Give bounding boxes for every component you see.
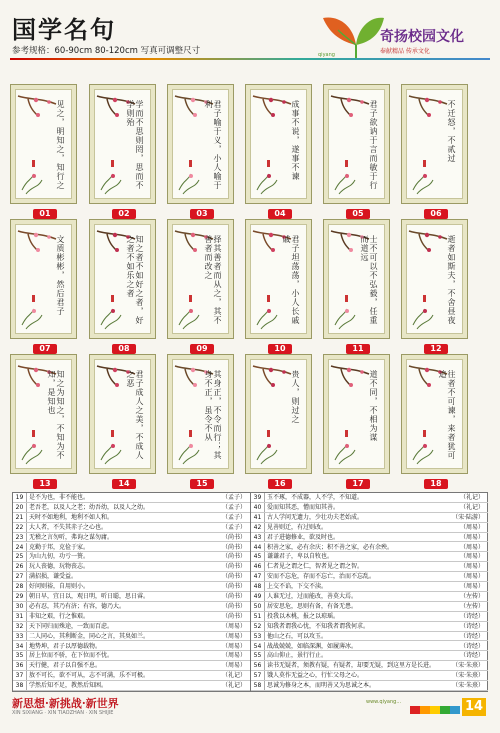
- row-source: （孟子）: [221, 513, 246, 521]
- row-quote: 饿人莫作无益之心，行忙父母之心。: [267, 672, 364, 680]
- row-quote: 君子进德修业，欲及时也。: [267, 533, 340, 541]
- row-number: 23: [13, 533, 27, 542]
- table-row: [13, 632, 250, 642]
- table-row: [13, 602, 250, 612]
- table-row: [251, 681, 488, 691]
- row-number: 52: [251, 622, 265, 631]
- table-row: [251, 671, 488, 681]
- logo-tagline: 奉献精品 传承文化: [380, 48, 430, 55]
- row-number: 34: [13, 642, 27, 651]
- row-quote: 仁者见之谓之仁，智者见之谓之智。: [267, 563, 364, 571]
- page-number: 14: [462, 698, 486, 716]
- seal-stamp: [267, 295, 270, 302]
- poster-quote: 文质彬彬，然后君子: [56, 235, 65, 316]
- row-quote: 古人学问无遗力，少壮功夫老始成。: [267, 513, 364, 521]
- row-quote: 见善则迁，有过则改。: [267, 523, 328, 531]
- row-number: 25: [13, 552, 27, 561]
- row-source: （诗经）: [459, 612, 484, 620]
- table-row: [251, 533, 488, 543]
- row-source: （宋·朱熹）: [452, 662, 484, 670]
- row-source: （诗经）: [459, 642, 484, 650]
- row-quote: 必有忍，其乃有济；有容，德乃大。: [29, 602, 126, 610]
- row-source: （周易）: [221, 652, 246, 660]
- poster-inner: [172, 89, 229, 199]
- poster-inner: [328, 89, 385, 199]
- poster-quote: 知之为知之，不知为不知，是知也: [47, 370, 65, 460]
- footer-pinyin: XIN SIXIANG · XIN TIAOZHAN · XIN SHIJIE: [12, 710, 114, 716]
- row-source: （诗经）: [459, 652, 484, 660]
- row-source: （尚书）: [221, 563, 246, 571]
- row-source: （礼记）: [459, 494, 484, 501]
- row-number: 35: [13, 651, 27, 660]
- table-row: [251, 503, 488, 513]
- row-number: 27: [13, 572, 27, 581]
- row-number: 49: [251, 592, 265, 601]
- poster-frame: [245, 84, 312, 204]
- row-quote: 地势坤，君子以厚德载物。: [29, 642, 102, 650]
- poster-inner: [15, 224, 72, 334]
- table-row: [251, 523, 488, 533]
- page-title: 国学名句: [12, 15, 116, 44]
- quote-column-left: [13, 493, 250, 691]
- row-quote: 克勤于邦，克俭于家。: [29, 543, 90, 551]
- row-quote: 好问则裕，自用则小。: [29, 583, 90, 591]
- row-number: 44: [251, 543, 265, 552]
- poster-number: 18: [424, 479, 448, 489]
- row-number: 20: [13, 503, 27, 512]
- row-number: 45: [251, 552, 265, 561]
- poster-frame: [323, 219, 390, 339]
- row-number: 58: [251, 681, 265, 690]
- row-quote: 非知之艰，行之惟艰。: [29, 612, 90, 620]
- poster-inner: [406, 89, 463, 199]
- row-source: （宋·陆游）: [452, 513, 484, 521]
- seal-stamp: [345, 160, 348, 167]
- row-source: （宋·朱熹）: [452, 672, 484, 680]
- poster-frame: [10, 219, 77, 339]
- table-row: [251, 543, 488, 553]
- row-quote: 玉不琢，不成器，人不学，不知道。: [267, 494, 364, 501]
- poster-quote: 其身正，不令而行；其身不正，虽令不从: [204, 370, 222, 460]
- row-quote: 无稽之言勿听，弗询之谋勿庸。: [29, 533, 114, 541]
- row-quote: 学然后知不足，教然后知困。: [29, 682, 108, 690]
- row-source: （周易）: [221, 622, 246, 630]
- row-source: （尚书）: [221, 602, 246, 610]
- logo-small-text: qiyang: [318, 52, 335, 58]
- seal-stamp: [189, 160, 192, 167]
- poster-frame: [401, 219, 468, 339]
- table-row: [13, 582, 250, 592]
- poster-inner: [250, 89, 307, 199]
- poster-inner: [15, 359, 72, 469]
- seal-stamp: [423, 160, 426, 167]
- row-source: （周易）: [221, 632, 246, 640]
- row-quote: 战战兢兢，如临深渊，如履薄冰。: [267, 642, 358, 650]
- row-quote: 敖不可长，欲不可从，志不可满，乐不可极。: [29, 672, 150, 680]
- row-source: （孟子）: [221, 503, 246, 511]
- poster-number: 06: [424, 209, 448, 219]
- header-divider: [10, 58, 490, 60]
- poster-frame: [89, 219, 156, 339]
- table-row: [251, 651, 488, 661]
- row-source: （礼记）: [221, 672, 246, 680]
- poster-inner: [328, 224, 385, 334]
- row-number: 54: [251, 642, 265, 651]
- poster-inner: [94, 224, 151, 334]
- row-number: 47: [251, 572, 265, 581]
- row-source: （尚书）: [221, 593, 246, 600]
- table-row: [13, 493, 250, 503]
- table-row: [251, 661, 488, 671]
- row-quote: 天下同归而殊途，一致而百虑。: [29, 622, 114, 630]
- poster-frame: [167, 84, 234, 204]
- poster-quote: 往者不可谏，来者犹可追: [438, 370, 456, 460]
- row-quote: 人谁无过，过而能改，善莫大焉。: [267, 593, 358, 600]
- quote-table: [12, 492, 488, 692]
- row-quote: 为山九仞，功亏一篑。: [29, 553, 90, 561]
- poster-quote: 不迁怒，不贰过: [447, 100, 456, 163]
- poster-inner: [15, 89, 72, 199]
- row-quote: 爱而知其恶，憎而知其善。: [267, 503, 340, 511]
- row-source: （孟子）: [221, 494, 246, 501]
- table-row: [13, 523, 250, 533]
- poster-card: [10, 84, 77, 218]
- poster-quote: 逝者如斯夫，不舍昼夜: [447, 235, 456, 325]
- poster-frame: [10, 84, 77, 204]
- row-number: 48: [251, 582, 265, 591]
- poster-frame: [401, 84, 468, 204]
- table-row: [13, 661, 250, 671]
- row-quote: 思诚为修身之本，而明善又为思诚之本。: [267, 682, 376, 690]
- row-source: （宋·朱熹）: [452, 682, 484, 690]
- table-row: [251, 493, 488, 503]
- table-row: [251, 562, 488, 572]
- footer-slogan: 新思想·新挑战·新世界: [12, 697, 119, 710]
- table-row: [251, 632, 488, 642]
- row-quote: 安而不忘危，存而不忘亡，治而不忘乱。: [267, 573, 376, 581]
- row-number: 51: [251, 612, 265, 621]
- row-number: 19: [13, 493, 27, 502]
- poster-frame: [245, 354, 312, 474]
- table-row: [13, 503, 250, 513]
- row-source: （周易）: [459, 583, 484, 591]
- seal-stamp: [423, 430, 426, 437]
- row-number: 53: [251, 632, 265, 641]
- poster-quote: 知之者不如好之者，好之者不如乐之者: [126, 235, 144, 325]
- row-source: （礼记）: [459, 503, 484, 511]
- poster-number: 09: [190, 344, 214, 354]
- color-bar: [410, 706, 460, 714]
- row-source: （周易）: [459, 533, 484, 541]
- poster-card: [401, 84, 468, 218]
- poster-quote: 士不可以不弘毅，任重而道远: [360, 235, 378, 325]
- row-number: 26: [13, 562, 27, 571]
- table-row: [13, 513, 250, 523]
- poster-number: 17: [346, 479, 370, 489]
- poster-frame: [167, 354, 234, 474]
- row-source: （尚书）: [221, 612, 246, 620]
- row-number: 43: [251, 533, 265, 542]
- row-source: （周易）: [459, 553, 484, 561]
- poster-card: [167, 219, 234, 353]
- table-row: [251, 612, 488, 622]
- poster-quote: 君子欲讷于言而敏于行: [369, 100, 378, 190]
- row-number: 29: [13, 592, 27, 601]
- table-row: [251, 592, 488, 602]
- seal-stamp: [111, 430, 114, 437]
- row-source: （周易）: [459, 573, 484, 581]
- row-quote: 居安思危，思则有备，有备无患。: [267, 602, 358, 610]
- row-quote: 知我者谓我心忧，不知我者谓我何求。: [267, 622, 370, 630]
- row-source: （尚书）: [221, 533, 246, 541]
- poster-inner: [250, 359, 307, 469]
- row-number: 40: [251, 503, 265, 512]
- seal-stamp: [32, 295, 35, 302]
- row-source: （诗经）: [459, 632, 484, 640]
- row-source: （周易）: [459, 543, 484, 551]
- poster-frame: [323, 354, 390, 474]
- row-quote: 他山之石，可以攻玉。: [267, 632, 328, 640]
- poster-quote: 君子坦荡荡，小人长戚戚: [282, 235, 300, 325]
- row-number: 24: [13, 543, 27, 552]
- row-number: 41: [251, 513, 265, 522]
- table-row: [251, 513, 488, 523]
- table-row: [13, 642, 250, 652]
- row-quote: 二人同心，其利断金，同心之言，其臭如兰。: [29, 632, 150, 640]
- seal-stamp: [345, 430, 348, 437]
- poster-number: 03: [190, 209, 214, 219]
- poster-quote: 君子成人之美，不成人之恶: [126, 370, 144, 460]
- table-row: [13, 612, 250, 622]
- row-quote: 积善之家，必有余庆；积不善之家，必有余殃。: [267, 543, 394, 551]
- logo-name: 奇扬校园文化: [380, 29, 464, 45]
- row-number: 22: [13, 523, 27, 532]
- row-number: 21: [13, 513, 27, 522]
- row-number: 32: [13, 622, 27, 631]
- row-number: 31: [13, 612, 27, 621]
- poster-inner: [172, 224, 229, 334]
- row-number: 28: [13, 582, 27, 591]
- poster-quote: 贵人，则过之: [291, 370, 300, 424]
- row-source: （尚书）: [221, 583, 246, 591]
- seal-stamp: [189, 430, 192, 437]
- poster-card: [323, 354, 390, 488]
- seal-stamp: [189, 295, 192, 302]
- seal-stamp: [32, 160, 35, 167]
- row-source: （尚书）: [221, 573, 246, 581]
- poster-number: 16: [268, 479, 292, 489]
- row-source: （礼记）: [221, 682, 246, 690]
- poster-card: [167, 354, 234, 488]
- poster-card: [401, 354, 468, 488]
- table-row: [251, 622, 488, 632]
- poster-inner: [94, 89, 151, 199]
- row-source: （左传）: [459, 593, 484, 600]
- poster-number: 04: [268, 209, 292, 219]
- row-number: 37: [13, 671, 27, 680]
- table-row: [251, 552, 488, 562]
- poster-number: 10: [268, 344, 292, 354]
- poster-card: [323, 84, 390, 218]
- poster-number: 15: [190, 479, 214, 489]
- row-number: 57: [251, 671, 265, 680]
- row-quote: 读书无疑者，须教有疑，有疑者，却要无疑，到这里方是长进。: [267, 662, 436, 670]
- poster-frame: [167, 219, 234, 339]
- poster-inner: [172, 359, 229, 469]
- footer-url: www.qiyang...: [366, 699, 402, 705]
- size-spec: 参考规格：60-90cm 80-120cm 写真可调整尺寸: [12, 46, 201, 56]
- row-number: 50: [251, 602, 265, 611]
- poster-card: [89, 219, 156, 353]
- seal-stamp: [423, 295, 426, 302]
- table-row: [251, 572, 488, 582]
- row-quote: 高山仰止，景行行止。: [267, 652, 328, 660]
- poster-card: [167, 84, 234, 218]
- row-quote: 满招损，谦受益。: [29, 573, 78, 581]
- poster-card: [10, 219, 77, 353]
- row-number: 42: [251, 523, 265, 532]
- row-number: 46: [251, 562, 265, 571]
- row-source: （周易）: [459, 523, 484, 531]
- row-number: 56: [251, 661, 265, 670]
- seal-stamp: [345, 295, 348, 302]
- row-source: （诗经）: [459, 622, 484, 630]
- table-row: [13, 533, 250, 543]
- poster-number: 01: [33, 209, 57, 219]
- row-quote: 上交不谄，下交不渎。: [267, 583, 328, 591]
- table-row: [13, 671, 250, 681]
- poster-quote: 择其善者而从之，其不善者而改之: [204, 235, 222, 325]
- poster-inner: [94, 359, 151, 469]
- row-quote: 老吾老，以及人之老；幼吾幼，以及人之幼。: [29, 503, 150, 511]
- poster-inner: [250, 224, 307, 334]
- row-source: （尚书）: [221, 543, 246, 551]
- poster-frame: [245, 219, 312, 339]
- seal-stamp: [267, 430, 270, 437]
- table-row: [13, 622, 250, 632]
- row-number: 38: [13, 681, 27, 690]
- poster-quote: 见之，明知之，知行之: [56, 100, 65, 190]
- poster-card: [401, 219, 468, 353]
- poster-inner: [406, 359, 463, 469]
- table-row: [251, 582, 488, 592]
- row-quote: 投我以木桃，报之以琼瑶。: [267, 612, 340, 620]
- row-quote: 大人者，不失其赤子之心也。: [29, 523, 108, 531]
- row-number: 36: [13, 661, 27, 670]
- poster-card: [89, 84, 156, 218]
- row-source: （尚书）: [221, 553, 246, 561]
- poster-card: [89, 354, 156, 488]
- poster-card: [245, 354, 312, 488]
- poster-number: 07: [33, 344, 57, 354]
- poster-quote: 成事不说，遂事不谏: [291, 100, 300, 181]
- poster-inner: [406, 224, 463, 334]
- seal-stamp: [267, 160, 270, 167]
- poster-number: 12: [424, 344, 448, 354]
- poster-frame: [89, 84, 156, 204]
- table-row: [13, 543, 250, 553]
- seal-stamp: [111, 160, 114, 167]
- seal-stamp: [111, 295, 114, 302]
- row-quote: 谦谦君子，卑以自牧也。: [267, 553, 334, 561]
- table-row: [251, 602, 488, 612]
- row-number: 39: [251, 493, 265, 502]
- row-quote: 天时不如地利，地利不如人和。: [29, 513, 114, 521]
- poster-card: [323, 219, 390, 353]
- poster-number: 13: [33, 479, 57, 489]
- poster-number: 11: [346, 344, 370, 354]
- table-row: [13, 681, 250, 691]
- poster-number: 05: [346, 209, 370, 219]
- row-source: （周易）: [221, 662, 246, 670]
- poster-quote: 君子喻于义，小人喻于利: [204, 100, 222, 190]
- poster-grid: [0, 84, 500, 492]
- table-row: [13, 592, 250, 602]
- poster-frame: [401, 354, 468, 474]
- row-quote: 朝日早，宜日以，观日明，听日聪，思日睿。: [29, 593, 150, 600]
- poster-number: 02: [112, 209, 136, 219]
- poster-card: [245, 84, 312, 218]
- table-row: [13, 562, 250, 572]
- seal-stamp: [32, 430, 35, 437]
- table-row: [13, 552, 250, 562]
- row-quote: 天行健，君子以自强不息。: [29, 662, 102, 670]
- row-number: 33: [13, 632, 27, 641]
- row-number: 55: [251, 651, 265, 660]
- row-source: （周易）: [459, 563, 484, 571]
- brand-logo: [318, 10, 493, 65]
- poster-frame: [89, 354, 156, 474]
- row-quote: 居上位而不骄，在下位而不忧。: [29, 652, 114, 660]
- row-source: （孟子）: [221, 523, 246, 531]
- table-row: [13, 572, 250, 582]
- poster-card: [10, 354, 77, 488]
- poster-inner: [328, 359, 385, 469]
- poster-number: 14: [112, 479, 136, 489]
- table-row: [251, 642, 488, 652]
- poster-quote: 学而不思则罔，思而不学则殆: [126, 100, 144, 190]
- row-quote: 是不为也，非不能也。: [29, 494, 90, 501]
- poster-frame: [323, 84, 390, 204]
- row-quote: 玩人丧德，玩物丧志。: [29, 563, 90, 571]
- poster-frame: [10, 354, 77, 474]
- quote-column-right: [251, 493, 488, 691]
- poster-number: 08: [112, 344, 136, 354]
- row-number: 30: [13, 602, 27, 611]
- table-row: [13, 651, 250, 661]
- poster-quote: 道不同，不相为谋: [369, 370, 378, 442]
- poster-card: [245, 219, 312, 353]
- row-source: （周易）: [221, 642, 246, 650]
- row-source: （左传）: [459, 602, 484, 610]
